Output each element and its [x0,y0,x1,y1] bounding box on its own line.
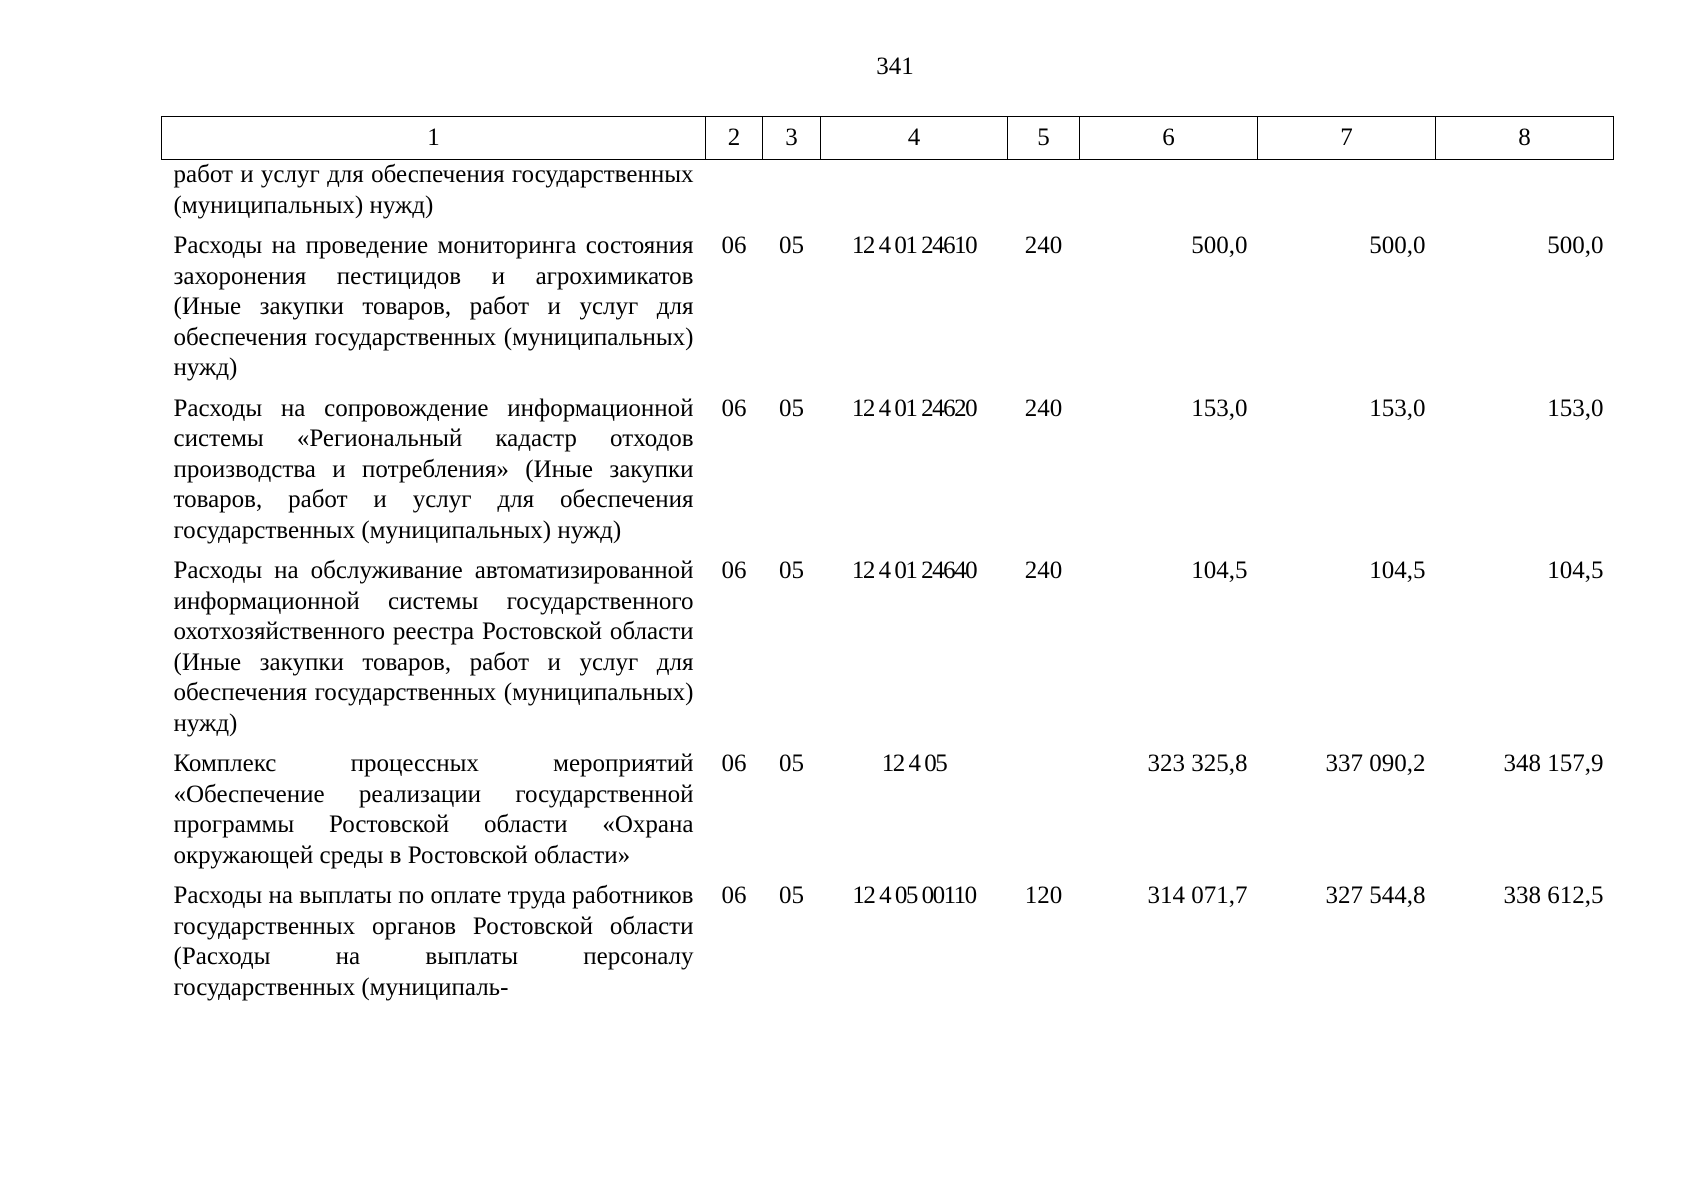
row-description: Расходы на обслуживание автоматизированной информационной системы государственного охотхозяйственного реестра Ростовской области (Иные закупки товаров, работ и услуг для обеспечения государственных (муниципальных) нужд) [173,557,694,737]
table-row [162,749,1614,881]
row-amount-year3: 500,0 [1547,232,1604,259]
row-expense-type: 240 [1024,394,1063,422]
row-target-code: 12 4 05 [881,750,947,777]
row-expense-type [1008,160,1080,232]
header-row [162,117,1614,160]
row-description: Расходы на проведение мониторинга состояния захоронения пестицидов и агрохимикатов (Иные закупки товаров, работ и услуг для обеспечения государственных (муниципальных) нужд) [173,232,694,381]
row-description: Расходы на сопровождение информационной системы «Региональный кадастр отходов производства и потребления» (Иные закупки товаров, работ и услуг для обеспечения государственных (муниципальных) нужд) [173,394,694,544]
row-section: 06 [721,750,747,777]
table-row [162,556,1614,749]
row-subsection: 05 [779,750,804,777]
row-subsection: 05 [779,394,804,422]
row-description: Расходы на выплаты по оплате труда работников государственных органов Ростовской области (Расходы на выплаты персоналу государственных (муниципаль- [173,882,694,1001]
row-amount-year3: 338 612,5 [1503,882,1604,909]
header-col-5: 5 [1008,117,1080,160]
row-amount-year1: 104,5 [1191,557,1248,584]
row-section: 06 [721,557,747,584]
row-amount-year2: 337 090,2 [1325,750,1426,777]
row-section: 06 [721,882,747,909]
row-amount-year3: 153,0 [1547,394,1604,422]
row-expense-type: 240 [1024,557,1063,584]
table-header [162,117,1614,160]
row-expense-type: 120 [1024,882,1063,909]
row-amount-year1: 323 325,8 [1147,750,1248,777]
row-amount-year1: 500,0 [1191,232,1248,259]
row-amount-year1: 314 071,7 [1147,882,1248,909]
header-col-4: 4 [821,117,1008,160]
page-number: 341 [876,53,914,80]
row-subsection: 05 [779,232,804,259]
header-col-7: 7 [1258,117,1436,160]
row-subsection: 05 [779,557,804,584]
row-amount-year2 [1258,160,1436,232]
row-amount-year3: 104,5 [1547,557,1604,584]
row-section: 06 [721,232,747,259]
budget-table [161,116,1614,1013]
row-description: работ и услуг для обеспечения государственных (муниципальных) нужд) [173,161,694,219]
table-row [162,231,1614,394]
table-body [162,160,1614,1014]
row-amount-year2: 104,5 [1369,557,1426,584]
row-amount-year2: 153,0 [1369,394,1426,422]
table-row [162,160,1614,232]
row-section: 06 [721,394,747,422]
row-target-code: 12 4 01 24610 [851,232,977,259]
table-row [162,394,1614,557]
row-target-code: 12 4 01 24620 [851,394,977,422]
header-col-1: 1 [162,117,706,160]
row-description: Комплекс процессных мероприятий «Обеспечение реализации государственной программы Ростовской области «Охрана окружающей среды в Ростовской области» [173,750,694,869]
row-amount-year3: 348 157,9 [1503,750,1604,777]
row-expense-type [1008,749,1080,881]
row-target-code: 12 4 01 24640 [851,557,977,584]
header-col-8: 8 [1436,117,1614,160]
row-amount-year2: 327 544,8 [1325,882,1426,909]
header-col-6: 6 [1080,117,1258,160]
row-amount-year2: 500,0 [1369,232,1426,259]
row-target-code: 12 4 05 00110 [852,882,976,909]
row-subsection: 05 [779,882,804,909]
header-col-3: 3 [763,117,821,160]
header-col-2: 2 [706,117,763,160]
row-target-code [821,160,1008,232]
row-subsection [763,160,821,232]
row-amount-year1 [1080,160,1258,232]
row-expense-type: 240 [1024,232,1063,259]
row-amount-year3 [1436,160,1614,232]
row-section [706,160,763,232]
row-amount-year1: 153,0 [1191,394,1248,422]
table-row [162,881,1614,1013]
